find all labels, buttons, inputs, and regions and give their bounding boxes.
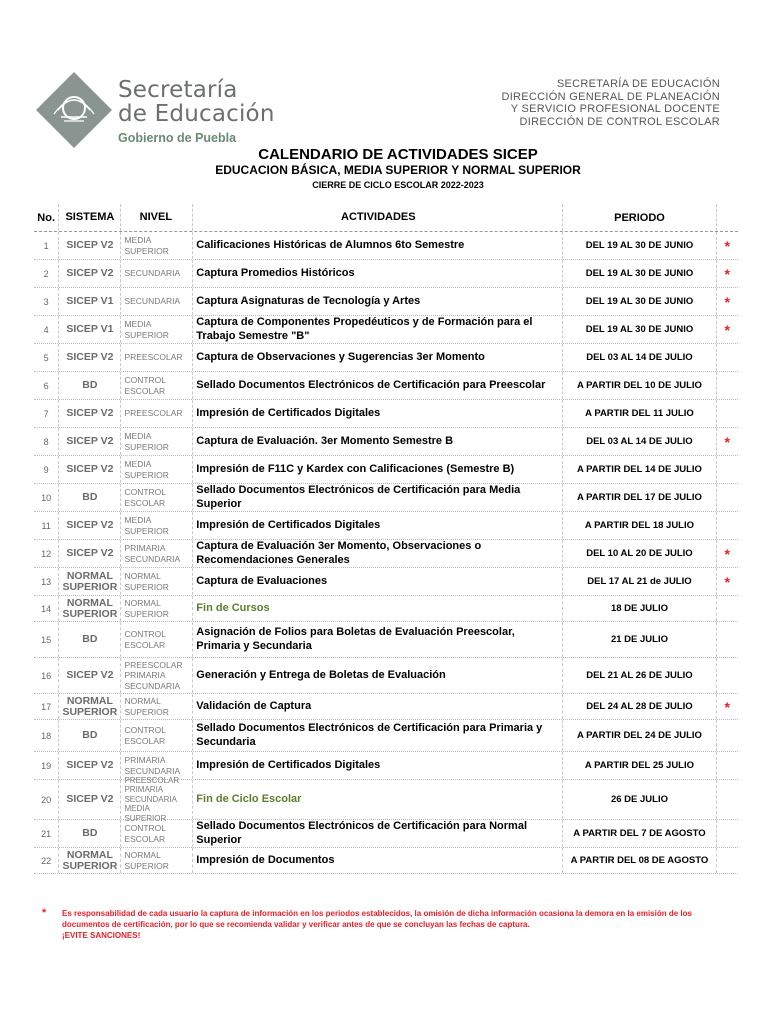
row-nivel <box>121 428 193 455</box>
sistema-line: BD <box>82 379 98 391</box>
row-periodo: A PARTIR DEL 10 DE JULIO <box>563 372 716 399</box>
nivel-line: SUPERIOR <box>124 860 169 871</box>
row-sistema <box>59 848 121 873</box>
sistema-line: SICEP V2 <box>66 239 114 251</box>
row-number: 22 <box>34 848 59 873</box>
sistema-line: SUPERIOR <box>62 607 118 620</box>
nivel-line: SECUNDARIA <box>124 765 181 776</box>
nivel-line: PREESCOLAR <box>124 408 183 419</box>
footnote <box>42 907 726 941</box>
row-sistema <box>59 484 121 511</box>
row-periodo: 26 DE JULIO <box>563 780 716 819</box>
row-actividad: Generación y Entrega de Boletas de Evaluación <box>193 658 563 693</box>
nivel-line: ESCOLAR <box>124 639 166 650</box>
footnote-star: * <box>42 907 47 919</box>
nivel-line: CONTROL <box>124 629 167 639</box>
row-periodo: A PARTIR DEL 14 DE JULIO <box>563 456 716 483</box>
row-nivel <box>121 344 193 371</box>
table-row <box>34 288 738 316</box>
row-nivel <box>121 400 193 427</box>
table-row <box>34 456 738 484</box>
row-nivel <box>121 694 193 719</box>
row-star-marker <box>717 596 738 621</box>
row-number: 3 <box>34 288 59 315</box>
row-periodo: DEL 19 AL 30 DE JUNIO <box>563 260 716 287</box>
row-star-marker <box>717 512 738 539</box>
table-header-row <box>34 204 738 232</box>
row-actividad: Captura Promedios Históricos <box>193 260 563 287</box>
sistema-line: SUPERIOR <box>62 580 118 593</box>
nivel-line: MEDIA <box>124 235 152 245</box>
row-nivel <box>121 540 193 567</box>
sistema-line: NORMAL <box>66 596 113 609</box>
nivel-line: CONTROL <box>124 823 167 833</box>
row-nivel <box>121 658 193 693</box>
row-sistema <box>59 658 121 693</box>
nivel-line: CONTROL <box>124 725 167 735</box>
row-sistema <box>59 720 121 751</box>
row-sistema <box>59 820 121 847</box>
row-number: 13 <box>34 568 59 595</box>
row-number: 11 <box>34 512 59 539</box>
row-actividad: Sellado Documentos Electrónicos de Certificación para Media Superior <box>193 484 563 511</box>
dept-line: SECRETARÍA DE EDUCACIÓN <box>556 78 720 90</box>
row-nivel <box>121 848 193 873</box>
nivel-line: SECUNDARIA <box>124 553 181 564</box>
table-row <box>34 260 738 288</box>
nivel-line: NORMAL <box>124 696 161 706</box>
row-number: 14 <box>34 596 59 621</box>
row-periodo: DEL 03 AL 14 DE JULIO <box>563 344 716 371</box>
row-number: 2 <box>34 260 59 287</box>
row-star-marker: * <box>724 321 730 338</box>
table-row <box>34 512 738 540</box>
sistema-line: SICEP V2 <box>66 759 114 771</box>
column-header-sistema: SISTEMA <box>59 204 121 231</box>
row-number: 20 <box>34 780 59 819</box>
row-actividad: Validación de Captura <box>193 694 563 719</box>
nivel-line: MEDIA <box>124 319 152 329</box>
page-header <box>0 0 768 145</box>
sistema-line: SICEP V2 <box>66 463 114 475</box>
nivel-line: CONTROL <box>124 375 167 385</box>
row-star-marker <box>717 752 738 779</box>
table-row <box>34 848 738 874</box>
row-periodo: A PARTIR DEL 7 DE AGOSTO <box>563 820 716 847</box>
nivel-line: SUPERIOR <box>124 706 169 717</box>
row-actividad: Fin de Ciclo Escolar <box>193 780 563 819</box>
row-sistema <box>59 428 121 455</box>
row-actividad: Impresión de Certificados Digitales <box>193 752 563 779</box>
table-row <box>34 484 738 512</box>
sistema-line: SICEP V2 <box>66 351 114 363</box>
table-row <box>34 316 738 344</box>
nivel-line: PREESCOLAR <box>124 775 180 785</box>
row-periodo: DEL 17 AL 21 de JULIO <box>563 568 716 595</box>
row-nivel <box>121 720 193 751</box>
sistema-line: BD <box>82 491 98 503</box>
row-star-marker <box>717 484 738 511</box>
sistema-line: SICEP V2 <box>66 407 114 419</box>
row-star-marker <box>717 456 738 483</box>
row-sistema <box>59 512 121 539</box>
nivel-line: ESCOLAR <box>124 497 166 508</box>
table-row <box>34 372 738 400</box>
row-number: 16 <box>34 658 59 693</box>
row-actividad: Captura de Evaluación 3er Momento, Observaciones o Recomendaciones Generales <box>193 540 563 567</box>
page-subtitle: EDUCACION BÁSICA, MEDIA SUPERIOR Y NORMAL SUPERIOR <box>215 163 581 177</box>
row-periodo: A PARTIR DEL 18 JULIO <box>563 512 716 539</box>
row-actividad: Calificaciones Históricas de Alumnos 6to Semestre <box>193 232 563 259</box>
row-star-marker: * <box>724 293 730 310</box>
department-block <box>501 78 720 128</box>
row-sistema <box>59 400 121 427</box>
sistema-line: SICEP V1 <box>66 295 114 307</box>
table-row <box>34 775 738 823</box>
row-nivel <box>121 622 193 657</box>
column-header-nivel: NIVEL <box>121 204 193 231</box>
table-row <box>34 232 738 260</box>
row-star-marker <box>717 658 738 693</box>
row-periodo: 18 DE JULIO <box>563 596 716 621</box>
sistema-line: BD <box>82 729 98 741</box>
nivel-line: NORMAL <box>124 598 161 608</box>
sistema-line: SUPERIOR <box>62 859 118 872</box>
row-number: 21 <box>34 820 59 847</box>
nivel-line: PRIMARIA <box>124 785 164 795</box>
nivel-line: PRIMARIA <box>124 755 166 765</box>
nivel-line: NORMAL <box>124 571 161 581</box>
row-number: 5 <box>34 344 59 371</box>
sistema-line: SICEP V1 <box>66 323 114 335</box>
table-row <box>34 622 738 658</box>
logo-line-1: Secretaría <box>118 77 238 103</box>
sistema-line: SICEP V2 <box>66 519 114 531</box>
row-nivel <box>121 596 193 621</box>
footnote-text: Es responsabilidad de cada usuario la captura de información en los periodos establecidos, la omisión de dicha información ocasiona la demora en la emisión de los documentos de certificación, por lo que se recomienda validar y verificar antes de que se concluyan las fechas de captura. <box>62 909 692 929</box>
row-star-marker: * <box>724 545 730 562</box>
row-sistema <box>59 260 121 287</box>
nivel-line: SUPERIOR <box>124 469 169 480</box>
sistema-line: NORMAL <box>66 694 113 707</box>
nivel-line: ESCOLAR <box>124 833 166 844</box>
row-periodo: DEL 03 AL 14 DE JULIO <box>563 428 716 455</box>
row-sistema <box>59 316 121 343</box>
row-star-marker <box>717 848 738 873</box>
row-sistema <box>59 694 121 719</box>
row-periodo: DEL 21 AL 26 DE JULIO <box>563 658 716 693</box>
row-periodo: DEL 19 AL 30 DE JUNIO <box>563 316 716 343</box>
row-actividad: Sellado Documentos Electrónicos de Certificación para Primaria y Secundaria <box>193 720 563 751</box>
row-nivel <box>121 232 193 259</box>
row-actividad: Impresión de Certificados Digitales <box>193 400 563 427</box>
nivel-line: MEDIA <box>124 431 152 441</box>
dept-line: DIRECCIÓN DE CONTROL ESCOLAR <box>519 115 720 128</box>
row-actividad: Captura de Evaluación. 3er Momento Semestre B <box>193 428 563 455</box>
nivel-line: SUPERIOR <box>124 245 169 256</box>
row-nivel <box>121 456 193 483</box>
sistema-line: SUPERIOR <box>62 705 118 718</box>
row-star-marker: * <box>724 573 730 590</box>
row-nivel <box>121 316 193 343</box>
row-periodo: A PARTIR DEL 25 JULIO <box>563 752 716 779</box>
logo-line-3: Gobierno de Puebla <box>118 131 237 145</box>
sistema-line: BD <box>82 633 98 645</box>
row-actividad: Captura de Componentes Propedéuticos y de Formación para el Trabajo Semestre "B" <box>193 316 563 343</box>
row-actividad: Fin de Cursos <box>193 596 563 621</box>
column-header-star <box>717 204 738 231</box>
nivel-line: PREESCOLAR <box>124 352 183 363</box>
row-number: 8 <box>34 428 59 455</box>
row-number: 19 <box>34 752 59 779</box>
row-star-marker <box>717 622 738 657</box>
nivel-line: ESCOLAR <box>124 735 166 746</box>
row-nivel <box>121 820 193 847</box>
nivel-line: SECUNDARIA <box>124 794 177 804</box>
row-number: 18 <box>34 720 59 751</box>
nivel-line: MEDIA <box>124 804 150 814</box>
row-nivel <box>121 372 193 399</box>
row-number: 10 <box>34 484 59 511</box>
row-number: 12 <box>34 540 59 567</box>
nivel-line: SUPERIOR <box>124 441 169 452</box>
table-row <box>34 540 738 568</box>
nivel-line: SUPERIOR <box>124 525 169 536</box>
table-row <box>34 658 738 694</box>
table-row <box>34 428 738 456</box>
row-periodo: DEL 24 AL 28 DE JULIO <box>563 694 716 719</box>
nivel-line: PRIMARIA <box>124 543 166 553</box>
row-sistema <box>59 288 121 315</box>
row-actividad: Sellado Documentos Electrónicos de Certificación para Preescolar <box>193 372 563 399</box>
column-header-periodo: PERIODO <box>563 204 716 231</box>
footnote-warning: ¡EVITE SANCIONES! <box>62 931 141 940</box>
activities-table <box>34 204 738 874</box>
sistema-line: SICEP V2 <box>66 669 114 681</box>
row-actividad: Impresión de F11C y Kardex con Calificaciones (Semestre B) <box>193 456 563 483</box>
row-star-marker <box>717 780 738 819</box>
row-number: 9 <box>34 456 59 483</box>
row-actividad: Captura de Observaciones y Sugerencias 3er Momento <box>193 344 563 371</box>
nivel-line: SUPERIOR <box>124 581 169 592</box>
page-title: CALENDARIO DE ACTIVIDADES SICEP <box>258 146 538 163</box>
nivel-line: ESCOLAR <box>124 385 166 396</box>
nivel-line: SUPERIOR <box>124 608 169 619</box>
sistema-line: SICEP V2 <box>66 267 114 279</box>
row-periodo: DEL 19 AL 30 DE JUNIO <box>563 288 716 315</box>
row-star-marker <box>717 400 738 427</box>
row-periodo: A PARTIR DEL 17 DE JULIO <box>563 484 716 511</box>
row-periodo: A PARTIR DEL 24 DE JULIO <box>563 720 716 751</box>
row-nivel <box>121 775 193 823</box>
row-actividad: Captura Asignaturas de Tecnología y Artes <box>193 288 563 315</box>
row-nivel <box>121 512 193 539</box>
row-sistema <box>59 780 121 819</box>
row-star-marker <box>717 720 738 751</box>
table-row <box>34 344 738 372</box>
row-star-marker: * <box>724 265 730 282</box>
nivel-line: NORMAL <box>124 850 161 860</box>
row-actividad: Impresión de Documentos <box>193 848 563 873</box>
row-sistema <box>59 232 121 259</box>
row-actividad: Asignación de Folios para Boletas de Evaluación Preescolar, Primaria y Secundaria <box>193 622 563 657</box>
row-star-marker <box>717 820 738 847</box>
nivel-line: SECUNDARIA <box>124 296 181 307</box>
row-number: 15 <box>34 622 59 657</box>
row-sistema <box>59 456 121 483</box>
row-star-marker <box>717 344 738 371</box>
row-sistema <box>59 568 121 595</box>
table-row <box>34 568 738 596</box>
table-row <box>34 694 738 720</box>
nivel-line: PREESCOLAR <box>124 659 183 670</box>
logo-line-2: de Educación <box>118 101 275 127</box>
row-number: 1 <box>34 232 59 259</box>
column-header-no: No. <box>34 204 59 231</box>
row-star-marker: * <box>724 433 730 450</box>
nivel-line: CONTROL <box>124 487 167 497</box>
education-seal-icon <box>34 70 114 150</box>
row-number: 4 <box>34 316 59 343</box>
sistema-line: BD <box>82 827 98 839</box>
row-actividad: Sellado Documentos Electrónicos de Certificación para Normal Superior <box>193 820 563 847</box>
row-periodo: DEL 19 AL 30 DE JUNIO <box>563 232 716 259</box>
row-sistema <box>59 372 121 399</box>
row-periodo: A PARTIR DEL 11 JULIO <box>563 400 716 427</box>
row-star-marker: * <box>724 698 730 715</box>
document-titles <box>0 146 768 191</box>
sistema-line: NORMAL <box>66 569 113 582</box>
column-header-actividades: ACTIVIDADES <box>193 204 563 231</box>
row-star-marker: * <box>724 237 730 254</box>
row-nivel <box>121 288 193 315</box>
row-periodo: DEL 10 AL 20 DE JULIO <box>563 540 716 567</box>
row-nivel <box>121 484 193 511</box>
dept-line: DIRECCIÓN GENERAL DE PLANEACIÓN <box>501 90 720 103</box>
row-actividad: Captura de Evaluaciones <box>193 568 563 595</box>
row-number: 7 <box>34 400 59 427</box>
cycle-title: CIERRE DE CICLO ESCOLAR 2022-2023 <box>312 180 484 190</box>
nivel-line: MEDIA <box>124 459 152 469</box>
nivel-line: SUPERIOR <box>124 813 167 823</box>
nivel-line: SUPERIOR <box>124 329 169 340</box>
row-actividad: Impresión de Certificados Digitales <box>193 512 563 539</box>
table-row <box>34 720 738 752</box>
dept-line: Y SERVICIO PROFESIONAL DOCENTE <box>510 103 720 115</box>
nivel-line: MEDIA <box>124 515 152 525</box>
sistema-line: SICEP V2 <box>66 547 114 559</box>
sistema-line: SICEP V2 <box>66 793 114 805</box>
row-number: 6 <box>34 372 59 399</box>
row-sistema <box>59 752 121 779</box>
row-nivel <box>121 260 193 287</box>
sistema-line: NORMAL <box>66 848 113 861</box>
row-nivel <box>121 568 193 595</box>
row-sistema <box>59 540 121 567</box>
row-sistema <box>59 344 121 371</box>
table-row <box>34 596 738 622</box>
row-star-marker <box>717 372 738 399</box>
row-number: 17 <box>34 694 59 719</box>
logo-text <box>118 78 275 145</box>
row-sistema <box>59 596 121 621</box>
row-periodo: A PARTIR DEL 08 DE AGOSTO <box>563 848 716 873</box>
row-sistema <box>59 622 121 657</box>
nivel-line: SECUNDARIA <box>124 680 181 691</box>
sistema-line: SICEP V2 <box>66 435 114 447</box>
nivel-line: SECUNDARIA <box>124 268 181 279</box>
row-periodo: 21 DE JULIO <box>563 622 716 657</box>
nivel-line: PRIMARIA <box>124 670 166 681</box>
table-row <box>34 820 738 848</box>
table-row <box>34 400 738 428</box>
